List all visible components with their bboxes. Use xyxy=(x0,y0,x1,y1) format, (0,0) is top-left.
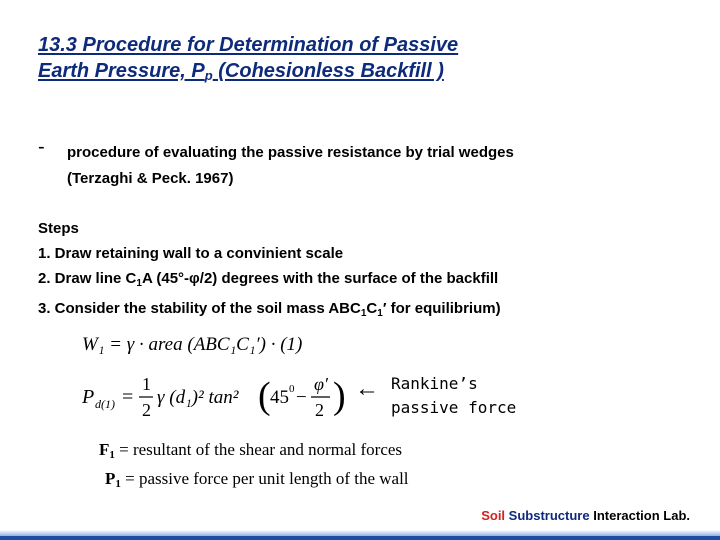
steps-list xyxy=(38,216,698,326)
step-1: 1. Draw retaining wall to a convinient scale xyxy=(38,245,344,262)
footer-substructure: Substructure xyxy=(508,508,590,523)
footer-stripe xyxy=(0,536,720,540)
eq2-equals: = xyxy=(122,386,134,408)
equation-weight: W₁ = γ · area (ABC₁C₁′) · (1) xyxy=(82,334,303,355)
eq2-phi-den: 2 xyxy=(315,400,324,420)
eq2-lhs: P xyxy=(82,386,95,408)
bullet-marker: - xyxy=(38,136,45,158)
step-2 xyxy=(38,266,698,296)
step-3-mid: C xyxy=(366,300,378,317)
definition-f1 xyxy=(99,438,409,467)
equation-passive-force xyxy=(82,372,352,420)
bullet-text xyxy=(67,140,667,192)
def2-sub: 1 xyxy=(115,478,121,490)
def2-symbol: P xyxy=(105,469,116,488)
eq2-half-num: 1 xyxy=(142,374,151,394)
eq2-angle: 45 xyxy=(270,387,289,408)
eq2-half-den: 2 xyxy=(142,400,151,420)
step-2-a: 2. Draw line C xyxy=(38,270,137,287)
eq2-deg: 0 xyxy=(289,383,295,395)
title-subscript: p xyxy=(204,68,213,83)
def1-text: = resultant of the shear and normal forces xyxy=(114,440,403,459)
bullet-line2: (Terzaghi & Peck. 1967) xyxy=(67,170,234,187)
slide-title xyxy=(38,32,678,89)
eq2-phi-num: φ′ xyxy=(314,374,328,394)
eq2-paren-close: ) xyxy=(333,375,346,417)
step-3-sub1: 1 xyxy=(360,308,367,319)
eq2-mid: γ (d₁)² tan² xyxy=(157,387,239,408)
rankine-line1: Rankine’s xyxy=(391,374,478,393)
step-3-sub2: 1 xyxy=(377,308,383,319)
rankine-line2: passive force xyxy=(391,398,517,417)
step-2-b: A (45°-φ/2) degrees with the surface of the backfill xyxy=(141,270,499,287)
eq2-paren-open: ( xyxy=(258,375,271,417)
def1-symbol: F xyxy=(99,440,110,459)
step-3-a: 3. Consider the stability of the soil mass ABC xyxy=(38,300,361,317)
title-line2: Earth Pressure, P xyxy=(38,60,205,82)
eq2-minus: − xyxy=(296,387,307,408)
equation-passive-force-svg xyxy=(82,372,352,422)
def1-sub: 1 xyxy=(109,449,115,461)
footer-rest: Interaction Lab. xyxy=(593,508,690,523)
step-3-b: ′ for equilibrium) xyxy=(382,300,501,317)
footer-bar xyxy=(0,528,720,540)
step-2-sub: 1 xyxy=(136,278,142,289)
rankine-annotation xyxy=(391,372,516,420)
definitions xyxy=(99,438,409,496)
footer-lab-name xyxy=(481,508,690,523)
step-3 xyxy=(38,296,698,326)
eq2-lhs-sub: d(1) xyxy=(95,397,115,411)
bullet-line1: procedure of evaluating the passive resistance by trial wedges xyxy=(67,144,514,161)
def2-text: = passive force per unit length of the wall xyxy=(120,469,409,488)
definition-p1 xyxy=(99,467,409,496)
footer-soil: Soil xyxy=(481,508,506,523)
title-line1: 13.3 Procedure for Determination of Passive xyxy=(38,34,459,56)
steps-heading: Steps xyxy=(38,220,79,237)
title-line2-end: (Cohesionless Backfill ) xyxy=(212,60,444,82)
left-arrow-icon: ← xyxy=(355,375,379,402)
